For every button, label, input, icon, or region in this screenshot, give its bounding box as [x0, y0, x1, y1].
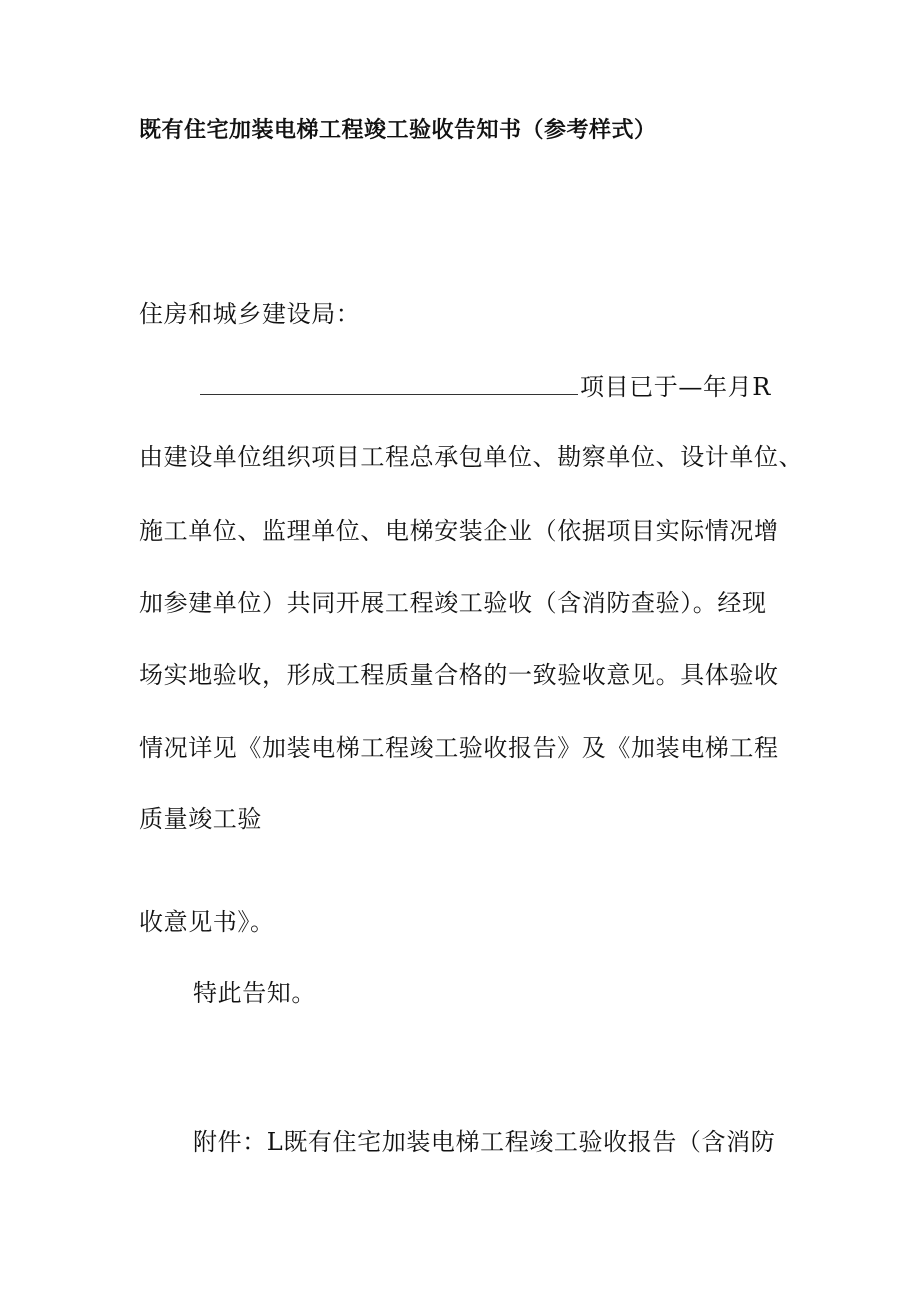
addressee: 住房和城乡建设局： [139, 300, 361, 328]
project-date-text: 项目已于—年月R [580, 373, 771, 401]
body-line: 施工单位、监理单位、电梯安装企业（依据项目实际情况增 [139, 517, 779, 545]
document-title: 既有住宅加装电梯工程竣工验收告知书（参考样式） [139, 118, 657, 143]
body-line: 收意见书》。 [139, 908, 275, 936]
body-line: 加参建单位）共同开展工程竣工验收（含消防查验）。经现 [139, 589, 767, 617]
body-line: 情况详见《加装电梯工程竣工验收报告》及《加装电梯工程 [139, 734, 779, 762]
body-line: 由建设单位组织项目工程总承包单位、勘察单位、设计单位、 [139, 443, 804, 471]
attachment-text: 附件：L既有住宅加装电梯工程竣工验收报告（含消防 [193, 1128, 776, 1156]
project-name-blank [200, 374, 578, 395]
body-line: 场实地验收，形成工程质量合格的一致验收意见。具体验收 [139, 661, 779, 689]
closing-text: 特此告知。 [193, 979, 316, 1007]
body-line: 质量竣工验 [139, 805, 262, 833]
project-line [200, 370, 771, 404]
